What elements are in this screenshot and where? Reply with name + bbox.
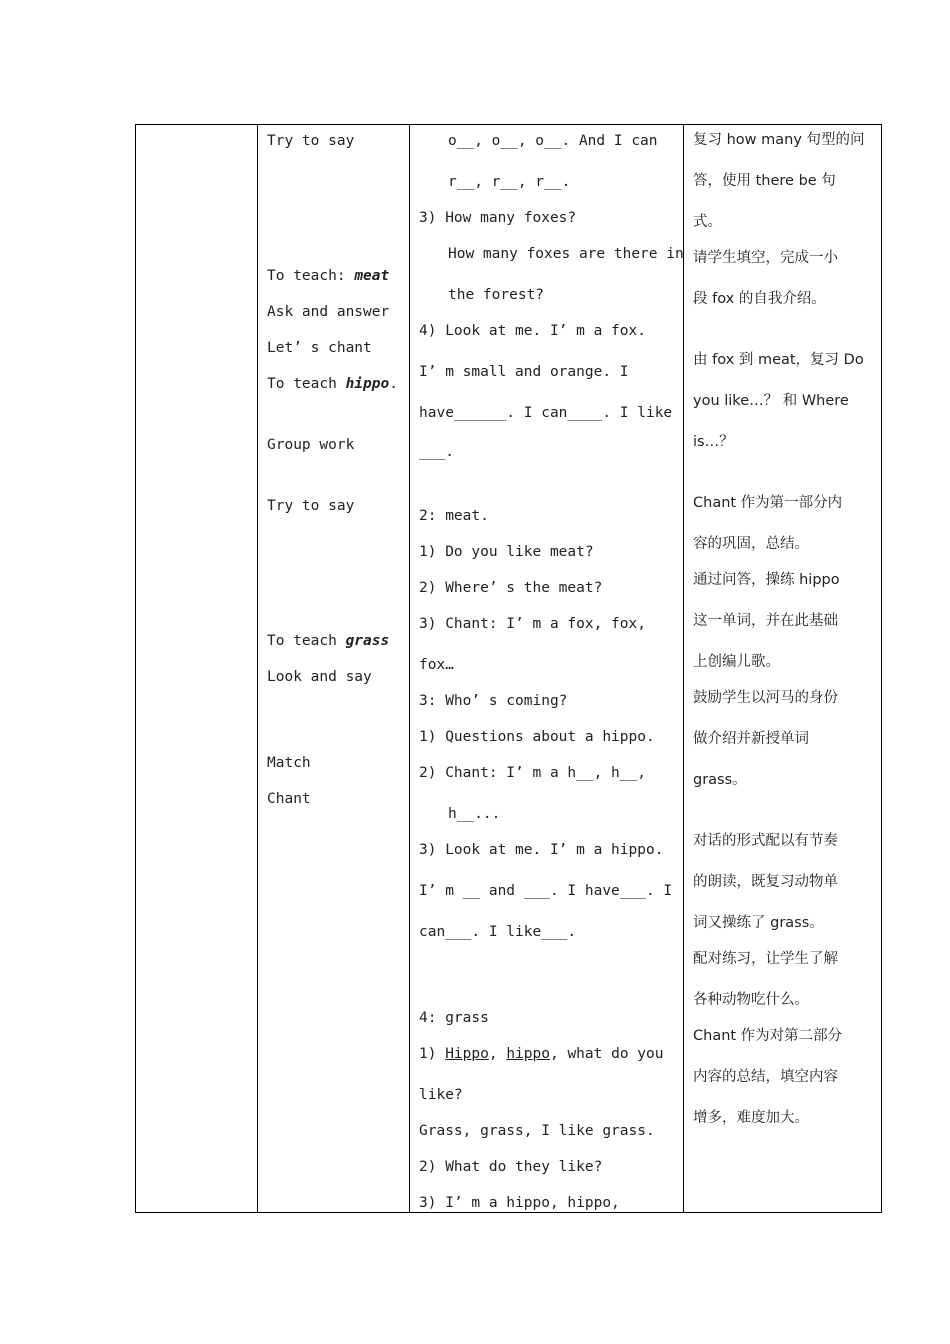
process-line: Grass, grass, I like grass. — [419, 1123, 655, 1139]
purpose-line: 对话的形式配以有节奏 — [693, 833, 838, 849]
process-line: I’ m __ and ___. I have___. I — [419, 883, 673, 899]
activity-line: Ask and answer — [267, 304, 390, 320]
purpose-line: 的朗读，既复习动物单 — [693, 874, 838, 890]
process-line: 1) Questions about a hippo. — [419, 729, 655, 745]
process-line: r__, r__, r__. — [448, 174, 571, 190]
activity-line: To teach hippo. — [267, 376, 398, 392]
process-line: o__, o__, o__. And I can — [448, 133, 658, 149]
process-line: 3: Who’ s coming? — [419, 693, 568, 709]
purpose-line: 配对练习，让学生了解 — [693, 951, 838, 967]
purpose-cell — [684, 125, 882, 1213]
purpose-line: 式。 — [693, 214, 722, 230]
purpose-line: 请学生填空，完成一小 — [693, 250, 838, 266]
purpose-line: 鼓励学生以河马的身份 — [693, 690, 838, 706]
process-line: 2) Chant: I’ m a h__, h__, — [419, 765, 646, 781]
process-line: 2) Where’ s the meat? — [419, 580, 603, 596]
process-line: 3) Chant: I’ m a fox, fox, — [419, 616, 646, 632]
activity-line: Look and say — [267, 669, 372, 685]
process-line: h__... — [448, 806, 501, 822]
purpose-line: 增多，难度加大。 — [693, 1110, 809, 1126]
process-line: 2: meat. — [419, 508, 489, 524]
purpose-line: 通过问答，操练 hippo — [693, 572, 840, 588]
process-line: 1) Do you like meat? — [419, 544, 594, 560]
purpose-line: 内容的总结，填空内容 — [693, 1069, 838, 1085]
activity-line: To teach grass — [267, 633, 390, 649]
lesson-plan-table — [135, 124, 882, 1213]
process-line: 3) I’ m a hippo, hippo, — [419, 1195, 620, 1211]
purpose-line: 这一单词，并在此基础 — [693, 613, 838, 629]
activities-cell — [258, 125, 410, 1213]
process-line: I’ m small and orange. I — [419, 364, 629, 380]
blank-cell — [136, 125, 258, 1213]
purpose-line: 答，使用 there be 句 — [693, 173, 836, 189]
purpose-line: 段 fox 的自我介绍。 — [693, 291, 826, 307]
activity-line: To teach: meat — [267, 268, 390, 284]
activity-line: Try to say — [267, 133, 355, 149]
purpose-line: you like…？ 和 Where — [693, 393, 849, 409]
activity-line: Try to say — [267, 498, 355, 514]
process-line: can___. I like___. — [419, 924, 577, 940]
process-line: ___. — [419, 444, 454, 460]
process-line: the forest? — [448, 287, 545, 303]
process-line: 4) Look at me. I’ m a fox. — [419, 323, 646, 339]
purpose-line: grass。 — [693, 772, 747, 788]
purpose-line: Chant 作为第一部分内 — [693, 495, 843, 511]
activity-line: Match — [267, 755, 311, 771]
activity-line: Let’ s chant — [267, 340, 372, 356]
process-line: 2) What do they like? — [419, 1159, 603, 1175]
process-line: 1) Hippo, hippo, what do you — [419, 1046, 664, 1062]
purpose-line: 做介绍并新授单词 — [693, 731, 809, 747]
process-line: fox… — [419, 657, 454, 673]
purpose-line: 容的巩固，总结。 — [693, 536, 809, 552]
process-line: like? — [419, 1087, 463, 1103]
activity-line: Chant — [267, 791, 311, 807]
purpose-line: is…？ — [693, 434, 734, 450]
activity-line: Group work — [267, 437, 355, 453]
process-cell — [410, 125, 684, 1213]
purpose-line: 由 fox 到 meat，复习 Do — [693, 352, 864, 368]
purpose-line: Chant 作为对第二部分 — [693, 1028, 843, 1044]
process-line: 4: grass — [419, 1010, 489, 1026]
table-row — [136, 125, 882, 1213]
process-line: 3) Look at me. I’ m a hippo. — [419, 842, 664, 858]
purpose-line: 上创编儿歌。 — [693, 654, 780, 670]
purpose-line: 词又操练了 grass。 — [693, 915, 824, 931]
process-line: 3) How many foxes? — [419, 210, 577, 226]
process-line: How many foxes are there in — [448, 246, 684, 262]
purpose-line: 复习 how many 句型的问 — [693, 132, 865, 148]
purpose-line: 各种动物吃什么。 — [693, 992, 809, 1008]
process-line: have______. I can____. I like — [419, 405, 673, 421]
